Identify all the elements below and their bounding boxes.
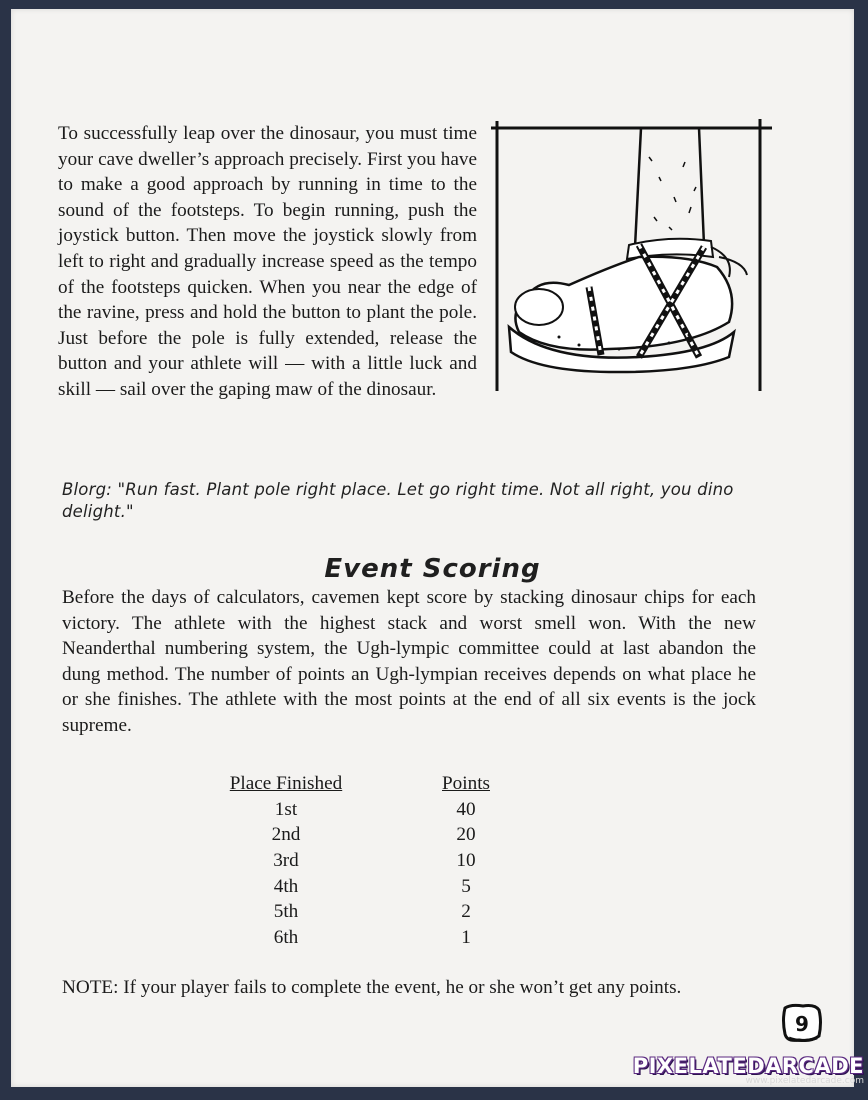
watermark [633, 1054, 864, 1086]
place-cell: 3rd [273, 849, 299, 871]
points-cell: 1 [461, 926, 471, 948]
blorg-quote: Blorg: "Run fast. Plant pole right place. Let go right time. Not all right, you dino delight." [62, 480, 734, 521]
points-cell: 10 [456, 849, 476, 871]
page-number: 9 [795, 1012, 809, 1036]
place-cell: 5th [273, 901, 299, 923]
watermark-url: www.pixelatedarcade.com [745, 1076, 864, 1086]
column-header-points: Points [442, 773, 490, 794]
column-header-place: Place Finished [229, 773, 343, 794]
scoring-paragraph: Before the days of calculators, cavemen kept score by stacking dinosaur chips for each victory. The athlete with the highest stack and worst smell won. With the new Neanderthal numbering system, the Ugh-lympic committee could at last abandon the dung method. The number of points an Ugh-lympian receives depends on what place he or she finishes. The athlete with the most points at the end of all six events is the jock supreme. [62, 587, 756, 736]
table-header-row [201, 771, 501, 797]
intro-paragraph: To successfully leap over the dinosaur, you must time your cave dweller’s approach precisely. First you have to make a good approach by running in time to the sound of the footsteps. To begin running, push the joystick button. Then move the joystick slowly from left to right and gradually increase speed as the tempo of the footsteps quicken. When you near the edge of the ravine, press and hold the button to plant the pole. Just before the pole is fully extended, release the button and your athlete will — with a little luck and skill — sail over the gaping maw of the dinosaur. [58, 123, 477, 400]
manual-page [11, 9, 854, 1087]
place-cell: 6th [273, 926, 299, 948]
points-cell: 20 [456, 824, 476, 846]
place-cell: 2nd [271, 824, 301, 846]
caveman-foot-illustration [489, 117, 772, 391]
table-row [201, 899, 501, 925]
table-row [201, 874, 501, 900]
points-cell: 2 [461, 901, 471, 923]
table-row [201, 823, 501, 849]
watermark-logo: PIXELATEDARCADE [632, 1054, 864, 1078]
scoring-table [201, 771, 501, 951]
table-row [201, 848, 501, 874]
table-row [201, 925, 501, 951]
points-cell: 40 [456, 798, 476, 820]
place-cell: 1st [274, 798, 298, 820]
table-row [201, 797, 501, 823]
intro-section [58, 121, 758, 403]
points-cell: 5 [461, 875, 471, 897]
place-cell: 4th [273, 875, 299, 897]
page-number-badge [781, 1002, 823, 1044]
event-scoring-heading: Event Scoring [324, 554, 541, 584]
note-paragraph: NOTE: If your player fails to complete the event, he or she won’t get any points. [62, 977, 682, 998]
